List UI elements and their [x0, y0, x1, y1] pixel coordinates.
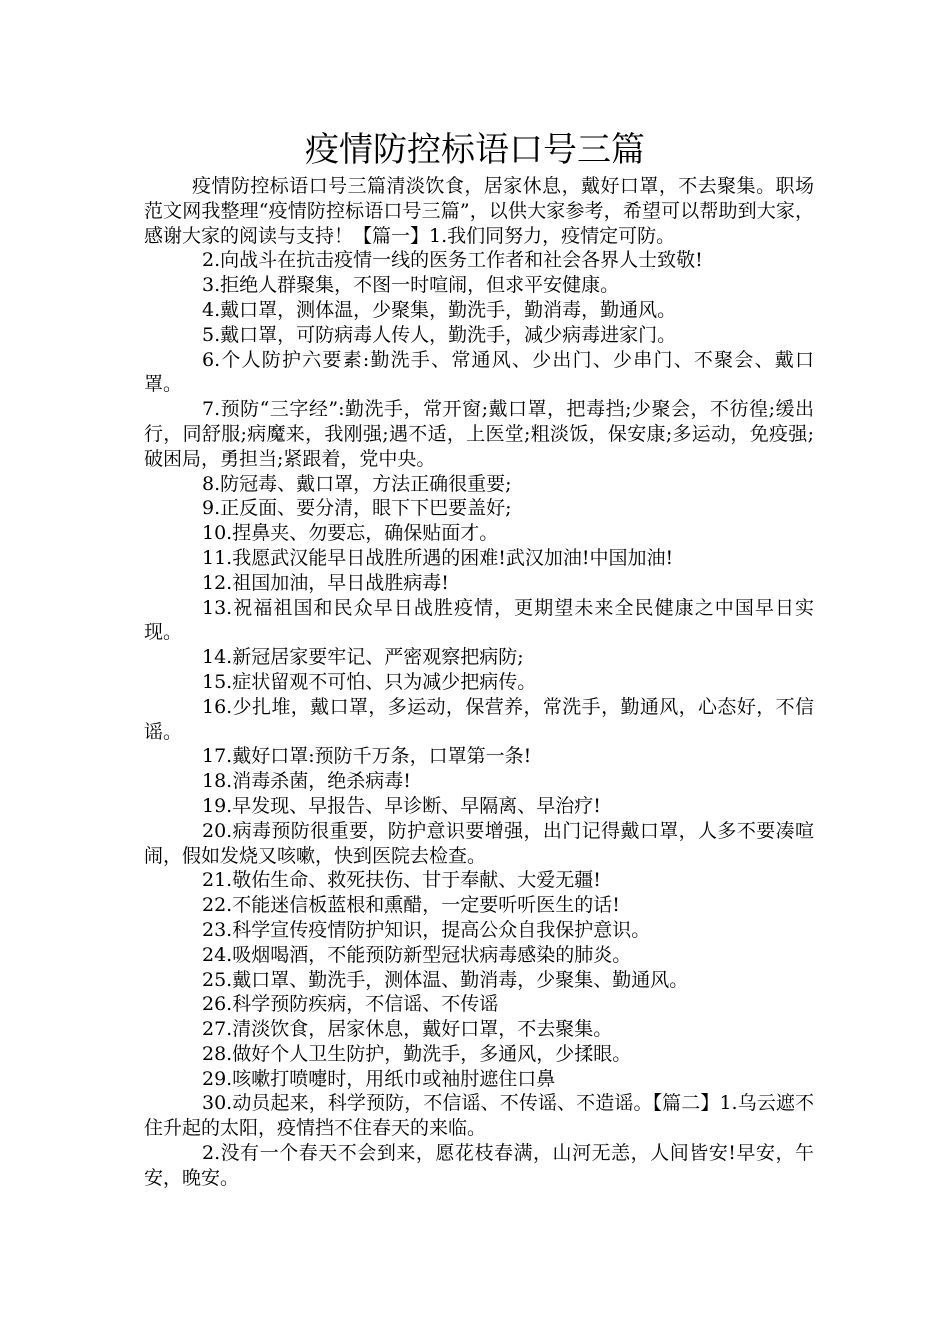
document-paragraph: 26.科学预防疾病，不信谣、不传谣	[202, 993, 499, 1016]
document-paragraph: 18.消毒杀菌，绝杀病毒!	[202, 770, 411, 793]
document-paragraph: 23.科学宣传疫情防护知识，提高公众自我保护意识。	[202, 918, 651, 941]
document-paragraph: 21.敬佑生命、救死扶伤、甘于奉献、大爱无疆!	[202, 869, 601, 892]
document-paragraph: 19.早发现、早报告、早诊断、早隔离、早治疗!	[202, 794, 601, 817]
document-paragraph: 9.正反面、要分清，眼下下巴要盖好;	[202, 497, 512, 520]
document-paragraph: 27.清淡饮食，居家休息，戴好口罩，不去聚集。	[202, 1018, 613, 1041]
document-paragraph: 22.不能迷信板蓝根和熏醋，一定要听听医生的话!	[202, 894, 620, 917]
document-paragraph: 29.咳嗽打喷嚏时，用纸巾或袖肘遮住口鼻	[202, 1067, 556, 1090]
document-paragraph: 11.我愿武汉能早日战胜所遇的困难!武汉加油!中国加油!	[202, 546, 674, 569]
document-paragraph: 10.捏鼻夹、勿要忘，确保贴面才。	[202, 522, 499, 545]
document-paragraph: 16.少扎堆，戴口罩，多运动，保营养，常洗手，勤通风，心态好，不信谣。	[144, 695, 814, 743]
document-paragraph: 疫情防控标语口号三篇清淡饮食，居家休息，戴好口罩，不去聚集。职场范文网我整理“疫情防控标语口号三篇”，以供大家参考，希望可以帮助到大家，感谢大家的阅读与支持！【篇一】1.我们同努力，疫情定可防。	[144, 175, 814, 247]
document-paragraph: 14.新冠居家要牢记、严密观察把病防;	[202, 646, 524, 669]
document-paragraph: 30.动员起来，科学预防，不信谣、不传谣、不造谣。【篇二】1.乌云遮不住升起的太阳，疫情挡不住春天的来临。	[144, 1092, 814, 1140]
document-body	[144, 174, 814, 1191]
document-paragraph: 13.祝福祖国和民众早日战胜疫情，更期望未来全民健康之中国早日实现。	[144, 596, 814, 644]
document-paragraph: 4.戴口罩，测体温，少聚集，勤洗手，勤消毒，勤通风。	[202, 298, 677, 321]
document-paragraph: 7.预防“三字经”:勤洗手，常开窗;戴口罩，把毒挡;少聚会，不彷徨;缓出行，同舒服;病魔来，我刚强;遇不适，上医堂;粗淡饭，保安康;多运动，免疫强;破困局，勇担当;紧跟着，党中央。	[144, 398, 814, 470]
document-paragraph: 12.祖国加油，早日战胜病毒!	[202, 571, 449, 594]
document-paragraph: 20.病毒预防很重要，防护意识要增强，出门记得戴口罩，人多不要凑喧闹，假如发烧又咳嗽，快到医院去检查。	[144, 819, 814, 867]
document-paragraph: 5.戴口罩，可防病毒人传人，勤洗手，减少病毒进家门。	[202, 323, 677, 346]
document-paragraph: 25.戴口罩、勤洗手，测体温、勤消毒，少聚集、勤通风。	[202, 968, 689, 991]
document-paragraph: 8.防冠毒、戴口罩，方法正确很重要;	[202, 472, 512, 495]
document-paragraph: 17.戴好口罩:预防千万条，口罩第一条!	[202, 745, 532, 768]
document-paragraph: 2.向战斗在抗击疫情一线的医务工作者和社会各界人士致敬!	[202, 249, 703, 272]
document-paragraph: 28.做好个人卫生防护，勤洗手，多通风，少揉眼。	[202, 1042, 632, 1065]
document-paragraph: 2.没有一个春天不会到来，愿花枝春满，山河无恙，人间皆安!早安，午安，晚安。	[144, 1142, 814, 1189]
document-paragraph: 15.症状留观不可怕、只为减少把病传。	[202, 670, 537, 693]
document-paragraph: 6.个人防护六要素:勤洗手、常通风、少出门、少串门、不聚会、戴口罩。	[144, 348, 814, 396]
document-paragraph: 24.吸烟喝酒，不能预防新型冠状病毒感染的肺炎。	[202, 943, 632, 966]
document-paragraph: 3.拒绝人群聚集，不图一时喧闹，但求平安健康。	[202, 274, 620, 297]
document-title: 疫情防控标语口号三篇	[305, 130, 645, 170]
